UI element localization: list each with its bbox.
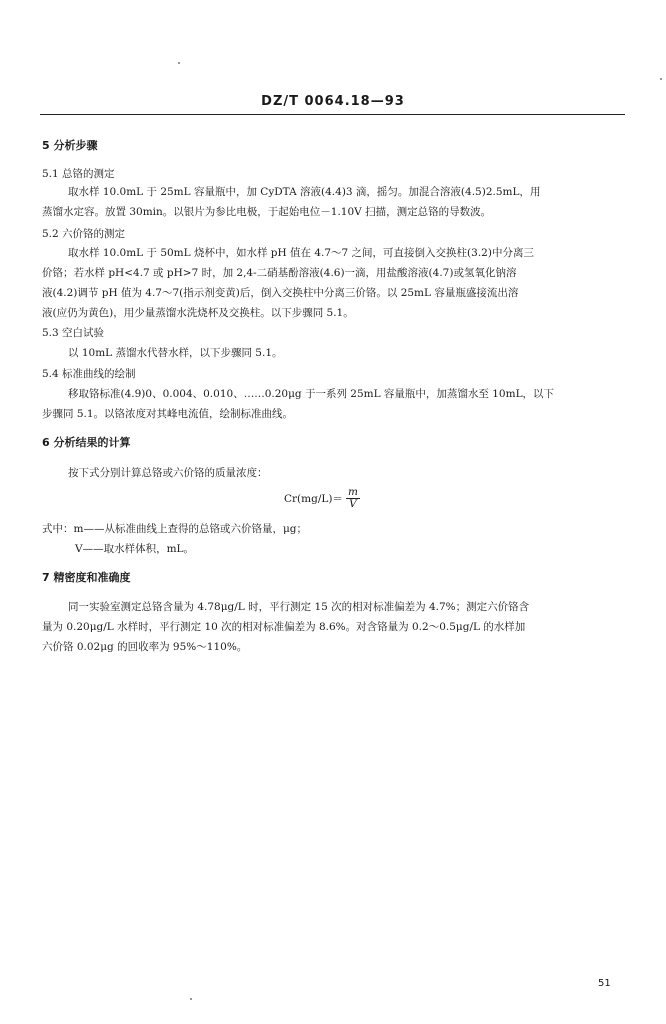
body-line: 量为 0.20μg/L 水样时，平行测定 10 次的相对标准偏差为 8.6%。对含铬量为 0.2～0.5μg/L 的水样加 <box>42 621 526 633</box>
body-line: 液(应仍为黄色)，用少量蒸馏水洗烧杯及交换柱。以下步骤同 5.1。 <box>42 307 354 319</box>
body-line: 式中：m——从标准曲线上查得的总铬或六价铬量，μg； <box>42 523 308 535</box>
section-heading: 6 分析结果的计算 <box>42 436 131 449</box>
formula-numerator: m <box>347 486 358 498</box>
formula-fraction <box>346 487 360 510</box>
body-line: 同一实验室测定总铬含量为 4.78μg/L 时，平行测定 15 次的相对标准偏差为 4.7%；测定六价铬含 <box>68 601 530 613</box>
subsection-heading: 5.4 标准曲线的绘制 <box>42 368 136 380</box>
subsection-heading: 5.1 总铬的测定 <box>42 168 115 180</box>
header-rule <box>40 114 625 115</box>
formula-lhs: Cr(mg/L)＝ <box>284 493 343 505</box>
body-line: 取水样 10.0mL 于 25mL 容量瓶中，加 CyDTA 溶液(4.4)3 滴，摇匀。加混合溶液(4.5)2.5mL，用 <box>68 186 541 198</box>
body-line: 价铬；若水样 pH<4.7 或 pH>7 时，加 2,4-二硝基酚溶液(4.6)一滴，用盐酸溶液(4.7)或氢氧化钠溶 <box>42 267 517 279</box>
body-line: 以 10mL 蒸馏水代替水样，以下步骤同 5.1。 <box>68 347 283 359</box>
formula-denominator: V <box>349 498 357 510</box>
body-line: 液(4.2)调节 pH 值为 4.7～7(指示剂变黄)后，倒入交换柱中分离三价铬。以 25mL 容量瓶盛接流出溶 <box>42 287 519 299</box>
body-line: 取水样 10.0mL 于 50mL 烧杯中，如水样 pH 值在 4.7～7 之间，可直接倒入交换柱(3.2)中分离三 <box>68 247 534 259</box>
page-header-code: DZ/T 0064.18—93 <box>261 94 405 109</box>
body-line: 蒸馏水定容。放置 30min。以银片为参比电极，于起始电位－1.10V 扫描，测定总铬的导数波。 <box>42 206 492 218</box>
body-line: 六价铬 0.02μg 的回收率为 95%～110%。 <box>42 641 248 653</box>
body-line: V——取水样体积，mL。 <box>75 543 195 555</box>
formula <box>284 487 360 510</box>
section-heading: 7 精密度和准确度 <box>42 571 131 584</box>
body-line: 步骤同 5.1。以铬浓度对其峰电流值，绘制标准曲线。 <box>42 408 294 420</box>
subsection-heading: 5.2 六价铬的测定 <box>42 228 126 240</box>
body-line: 按下式分别计算总铬或六价铬的质量浓度： <box>68 467 268 479</box>
section-heading: 5 分析步骤 <box>42 139 98 152</box>
scan-speck <box>190 998 192 1000</box>
subsection-heading: 5.3 空白试验 <box>42 327 105 339</box>
scan-speck <box>660 78 662 80</box>
body-line: 移取铬标准(4.9)0、0.004、0.010、……0.20μg 于一系列 25mL 容量瓶中，加蒸馏水至 10mL，以下 <box>68 388 555 400</box>
page-number: 51 <box>598 978 611 989</box>
scan-speck <box>178 62 180 64</box>
